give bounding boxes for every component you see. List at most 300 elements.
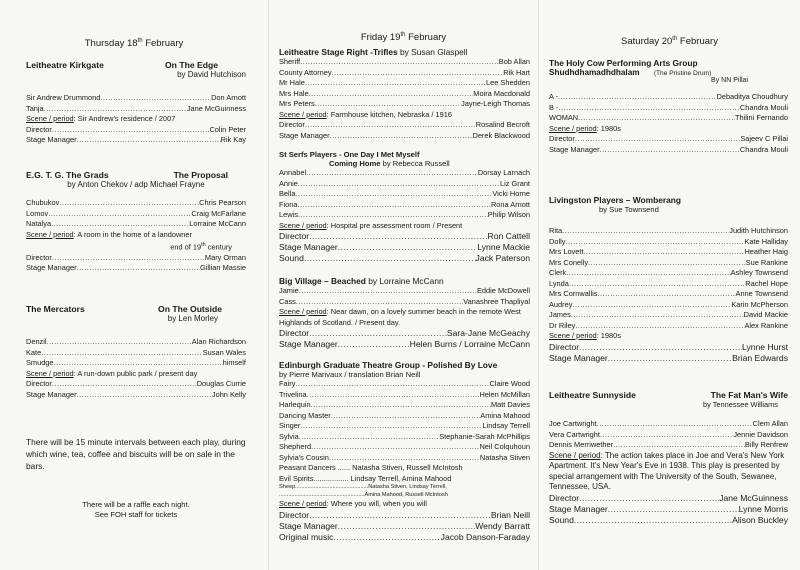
performer-name: Bob Allan [498,57,530,66]
company-name: The Holy Cow Performing Arts Group [549,58,698,68]
dot-leader [569,279,745,290]
credit-row [26,348,246,359]
dot-leader [562,226,729,237]
play-title: Shudhdhamadhdhalam [549,68,640,77]
friday-column [268,0,538,570]
credit-row [279,242,530,253]
dot-leader [597,419,753,430]
role-name: Fairy [279,379,296,388]
credit-row [279,510,530,521]
performer-name: Chandra Mouli [739,144,788,154]
dot-leader [600,145,740,156]
dot-leader [77,263,200,274]
dot-leader [47,337,192,348]
dot-leader [579,493,719,504]
scene-period: Scene / period: 1980s [549,123,621,133]
performer-name: Stephanie-Sarah McPhillips [439,431,530,441]
dot-leader [307,390,480,401]
credit-row [279,168,530,179]
role-name: James [549,310,571,319]
credit-row [549,134,788,145]
role-name: Denzil [26,337,47,346]
role-name: Director [26,252,52,262]
play-block [279,47,530,141]
credit-row [279,297,530,308]
role-name: Mrs Peters [279,99,315,108]
scene-period: Scene / period: A room in the home of a landowner [26,229,192,239]
dot-leader [329,453,480,464]
performer-name: Helen McMillan [479,389,530,399]
dot-leader [309,89,474,100]
author: by Tennessee Williams [702,400,778,409]
scene-period: Scene / period: Farmhouse kitchen, Nebraska / 1916 [279,109,452,119]
performer-name: Alex Rankine [744,320,788,330]
credit-row [279,328,530,339]
play-block [279,150,530,264]
company-name: The Mercators [26,304,85,314]
performer-name: Lindsay Terrell [482,421,530,430]
performer-name: Jane McGuinness [719,492,788,503]
performer-name: Matt Davies [490,400,530,409]
role-name: Sylvia's Cousin [279,452,329,462]
credit-row [279,286,530,297]
performer-name: Vicki Horne [492,189,530,198]
dot-leader [298,210,488,221]
credit-row [549,113,788,124]
credit-row [549,504,788,515]
role-name: Dennis Merriwether [549,440,614,449]
company-name: Leitheatre Stage Right -Trifles [279,47,398,57]
performer-name: Mary Orman [204,252,246,262]
role-name: Original music [279,531,334,542]
role-name: Dolly [549,236,566,246]
role-name: County Attorney [279,67,332,77]
credit-row [26,358,246,369]
role-name: Shepherd [279,442,312,451]
author: by Anton Chekov / adp Michael Frayne [67,180,205,189]
dot-leader [572,300,731,311]
credit-row [26,337,246,348]
day-heading: Thursday 18th February [84,38,184,50]
role-name: Director [26,124,52,134]
dot-leader [597,289,735,300]
dot-leader [296,297,463,308]
credit-row [26,219,246,230]
role-name: Sound [549,514,574,525]
role-name: Joe Cartwright [549,419,597,428]
author: by Pierre Marivaux / translation Brian Neill [279,370,421,379]
dot-leader [331,411,481,422]
performer-name: Liz Grant [500,178,530,188]
credit-row [279,200,530,211]
role-name: A - [549,92,559,101]
role-name: Tanja [26,103,44,113]
dot-leader [299,432,439,443]
dot-leader [338,521,475,532]
credit-row [26,379,246,390]
author: by Susan Glaspell [400,47,468,57]
role-name: Sheriff [279,57,301,66]
role-name: Annabel [279,168,307,177]
play-block [26,60,246,146]
performer-name: Ron Cattell [487,231,530,241]
play-block [549,195,788,364]
performer-name: Chandra Mouli [739,102,788,112]
company-name: Big Village – Beached [279,276,366,286]
role-name: Stage Manager [279,339,338,349]
thursday-column [0,0,268,570]
dot-leader [309,328,447,339]
performer-name: Kate Halliday [744,236,788,246]
author: by Lorraine McCann [368,276,444,286]
dot-leader [52,379,197,390]
role-name: Director [279,231,310,241]
performer-name: Moira Macdonald [473,88,530,98]
credit-row [549,145,788,156]
performer-name: Vanashree Thapliyal [463,296,530,306]
credit-row [279,521,530,532]
dot-leader [309,231,487,242]
dot-leader [305,78,486,89]
dot-leader [608,504,739,515]
raffle-note: There will be a raffle each night. See FOH staff for tickets [82,500,190,519]
dot-leader [566,268,730,279]
performer-name: David Mackie [743,310,788,319]
role-name: Mrs Lovett [549,247,584,256]
dot-leader [571,310,744,321]
role-name: Lynda [549,278,569,288]
interval-note: There will be 15 minute intervals between each play, during which wine, tea, coffee and biscuits will be on sale in the bars. [26,437,246,471]
play-title: The Fat Man's Wife [710,390,788,400]
dot-leader [295,189,492,200]
dot-leader [295,379,489,390]
dot-leader [298,200,491,211]
credit-row [279,78,530,89]
credit-row [549,353,788,364]
credit-row [549,279,788,290]
company-name: Leitheatre Kirkgate [26,60,104,70]
performer-name: Brian Neill [490,509,530,520]
performer-name: Jacob Danson-Faraday [440,531,530,542]
role-name: Director [26,379,52,388]
role-name: Jamie [279,286,299,295]
credit-row [549,493,788,504]
performer-name: Derek Blackwood [472,130,530,140]
performer-name: Alan Richardson [191,337,246,346]
credit-row [279,379,530,390]
credit-row [279,120,530,131]
dot-leader [304,253,476,264]
performer-name: Sara-Jane McGeachy [446,328,530,338]
play-block [549,58,788,155]
performer-name: Chris Pearson [199,198,246,207]
role-name: Dancing Master [279,410,331,420]
dot-leader [298,179,500,190]
role-name: Stage Manager [279,242,338,252]
credit-row [549,515,788,526]
play-title: The Proposal [173,170,228,180]
credit-row [279,68,530,79]
performer-name: Sue Rankine [745,257,788,267]
role-name: Sound [279,253,304,263]
saturday-column [538,0,800,570]
credit-row [549,342,788,353]
role-name: Cass [279,296,296,306]
play-title: On The Outside [158,304,222,314]
play-subtitle: (The Pristine Drum) [653,70,712,77]
role-name: Mrs Hale [279,88,309,98]
performer-name: Don Arnott [211,93,246,102]
author: by Rebecca Russell [382,159,450,168]
role-name: Stage Manager [549,352,608,363]
credit-row [549,92,788,103]
performer-name: Rosalind Becroft [475,120,530,129]
performer-name: John Kelly [211,389,246,399]
role-name: Natalya [26,219,52,228]
role-name: Director [279,120,305,129]
role-name: Mrs Conelly [549,257,589,267]
performer-name: Rik Hart [503,67,530,77]
dot-leader [300,57,499,68]
credit-row [549,268,788,279]
dot-leader [578,113,735,124]
performer-name: Jack Paterson [475,253,530,263]
credit-row [26,209,246,220]
performer-name: Wendy Barratt [475,520,530,531]
dot-leader [333,532,440,543]
credit-row [26,253,246,264]
credit-row [279,432,530,443]
performer-name: Alison Buckley [732,514,788,525]
role-name: Bella [279,189,296,198]
cast-line: Evil Spirits................. Lindsay Terrell, Amina Mahood [279,473,452,483]
role-name: Director [279,509,310,520]
play-block [279,276,530,350]
credit-row [26,125,246,136]
performer-name: Claire Wood [489,379,530,388]
dot-leader [77,135,221,146]
role-name: Director [279,328,310,338]
credit-row [279,89,530,100]
credit-row [279,189,530,200]
scene-period: Scene / period: The action takes place in Joe and Vera's New York Apartment. It's New Year's Eve in 1938. This play is presented by special arrangement with The University of the South, Sewanee, Tennessee, USA. [549,450,785,491]
scene-period: Scene / period: Hospital pre assessment room / Present [279,220,463,230]
dot-leader [48,209,191,220]
performer-name: Philip Wilson [487,210,530,219]
dot-leader [579,342,742,353]
dot-leader [338,242,478,253]
dot-leader [77,390,212,401]
role-name: Fiona [279,199,298,209]
credit-row [279,253,530,264]
role-name: Stage Manager [279,520,338,531]
scene-period: Scene / period: Sir Andrew's residence / 2007 [26,114,176,123]
performer-name: Rona Arnott [490,199,530,209]
credit-row [549,237,788,248]
dot-leader [575,134,740,145]
play-block [549,390,788,526]
credit-row [26,104,246,115]
credit-row [549,258,788,269]
performer-name: Colin Peter [209,124,246,134]
company-name: Leitheatre Sunnyside [549,390,636,400]
play-title: On The Edge [165,60,218,70]
credit-row [549,300,788,311]
credit-row [279,210,530,221]
dot-leader [338,339,410,350]
dot-leader [584,247,745,258]
day-heading: Saturday 20th February [621,36,718,48]
scene-period: Scene / period: A run-down public park / present day [26,368,198,378]
credit-row [549,430,788,441]
role-name: Lewis [279,210,298,219]
role-name: Audrey [549,299,573,309]
cast-line: Sheep...............................................Natasha Stiven, Lindsay Terrell, [279,484,447,490]
credit-row [549,226,788,237]
role-name: Rita [549,226,563,235]
role-name: Kate [26,347,42,357]
role-name: Stage Manager [26,263,77,273]
dot-leader [44,104,187,115]
role-name: Singer [279,421,301,430]
role-name: Annie [279,178,298,188]
credit-row [279,400,530,411]
author: By NN Pillai [711,77,748,84]
performer-name: Lee Shedden [486,78,530,87]
dot-leader [52,253,205,264]
company-name: Livingston Players – Womberang [549,195,682,205]
performer-name: Gillian Massie [199,263,246,273]
credit-row [279,131,530,142]
performer-name: Helen Burns / Lorraine McCann [409,339,530,349]
credit-row [26,263,246,274]
performer-name: Heather Haig [744,247,788,256]
dot-leader [558,92,716,103]
performer-name: Sajeev C Pillai [740,134,788,143]
credit-row [279,57,530,68]
performer-name: Dorsay Larnach [477,168,530,177]
performer-name: Judith Hutchinson [729,226,788,235]
play-block [26,304,246,400]
role-name: Stage Manager [549,503,608,514]
role-name: Lomov [26,208,49,218]
performer-name: Susan Wales [202,347,246,357]
credit-row [279,442,530,453]
role-name: Director [549,134,575,143]
dot-leader [311,442,479,453]
performer-name: Amina Mahood [480,410,530,420]
role-name: Director [549,341,580,352]
dot-leader [51,219,189,230]
dot-leader [332,68,504,79]
author: by Sue Townsend [599,205,659,214]
scene-period: Scene / period: Where you will, when you will [279,499,427,508]
performer-name: Rik Kay [220,135,246,144]
cast-line: Peasant Dancers ...... Natasha Stiven, Russell McIntosh [279,463,463,472]
performer-name: Natasha Stiven [479,452,530,462]
role-name: Stage Manager [26,389,77,399]
credit-row [279,231,530,242]
dot-leader [54,358,223,369]
role-name: Sylvia [279,431,299,441]
performer-name: Thilini Fernando [735,113,788,122]
role-name: WOMAN [549,113,579,122]
dot-leader [575,321,744,332]
dot-leader [300,421,482,432]
company-name: Edinburgh Graduate Theatre Group - Polished By Love [279,360,498,370]
dot-leader [600,430,733,441]
role-name: Mr Hale [279,78,305,87]
credit-row [279,339,530,350]
credit-row [279,453,530,464]
credit-row [279,411,530,422]
performer-name: Brian Edwards [732,352,788,363]
performer-name: himself [222,358,246,367]
role-name: Dr Riley [549,320,576,330]
dot-leader [59,198,199,209]
credit-row [26,198,246,209]
role-name: Director [549,492,580,503]
credit-row [549,103,788,114]
performer-name: Clem Allan [752,419,788,428]
credit-row [549,247,788,258]
credit-row [549,321,788,332]
performer-name: Anne Townsend [735,289,788,298]
role-name: Vera Cartwright [549,429,600,439]
dot-leader [305,120,476,131]
author: by David Hutchison [177,70,246,79]
credit-row [26,390,246,401]
dot-leader [558,103,739,114]
dot-leader [574,515,732,526]
dot-leader [306,168,478,179]
performer-name: Lynne Morris [738,503,788,514]
company-name: St Serfs Players - One Day I Met Myself [279,150,420,159]
role-name: Stage Manager [279,130,330,140]
scene-period: Scene / period: 1980s [549,331,621,340]
credit-row [549,310,788,321]
play-block: E.G. T. G. The Grads The Proposal by Anton Chekov / adp Michael Frayne Chubukov ..... Chris Pearson Lomov ..... Craig McFarlane Natalya ..... Lorraine McCann Scene / period: A room in the home of a landowner end of 19th century Director ..... Mary Orman Stage Manager ..... Gillian Massie [26,170,246,274]
scene-period: Scene / period: Near dawn, on a lovely summer beach in the remote West Highlands of Scotland. / Present day. [279,307,521,327]
credit-row [279,179,530,190]
performer-name: Debaditya Choudhury [716,92,788,101]
role-name: Clerk [549,268,567,277]
performer-name: Douglas Currie [196,379,246,388]
play-block [279,360,530,543]
performer-name: Billy Renfrew [744,440,788,449]
dot-leader [309,510,491,521]
dot-leader [588,258,746,269]
play-title: Coming Home [329,159,381,168]
performer-name: Lorraine McCann [189,219,246,228]
role-name: Harlequin [279,400,311,409]
dot-leader [565,237,744,248]
role-name: Sir Andrew Drummond [26,93,101,102]
day-heading: Friday 19th February [360,32,447,44]
performer-name: Karin McPherson [731,299,788,309]
credit-row [549,419,788,430]
dot-leader [299,286,477,297]
credit-row [279,532,530,543]
credit-row [26,93,246,104]
author: by Len Morley [167,314,218,323]
role-name: B - [549,102,559,112]
credit-row [549,289,788,300]
role-name: Stage Manager [26,135,77,144]
performer-name: Jayne-Leigh Thomas [461,99,530,108]
performer-name: Ashley Townsend [730,268,788,277]
role-name: Mrs Cornwallis [549,289,598,298]
